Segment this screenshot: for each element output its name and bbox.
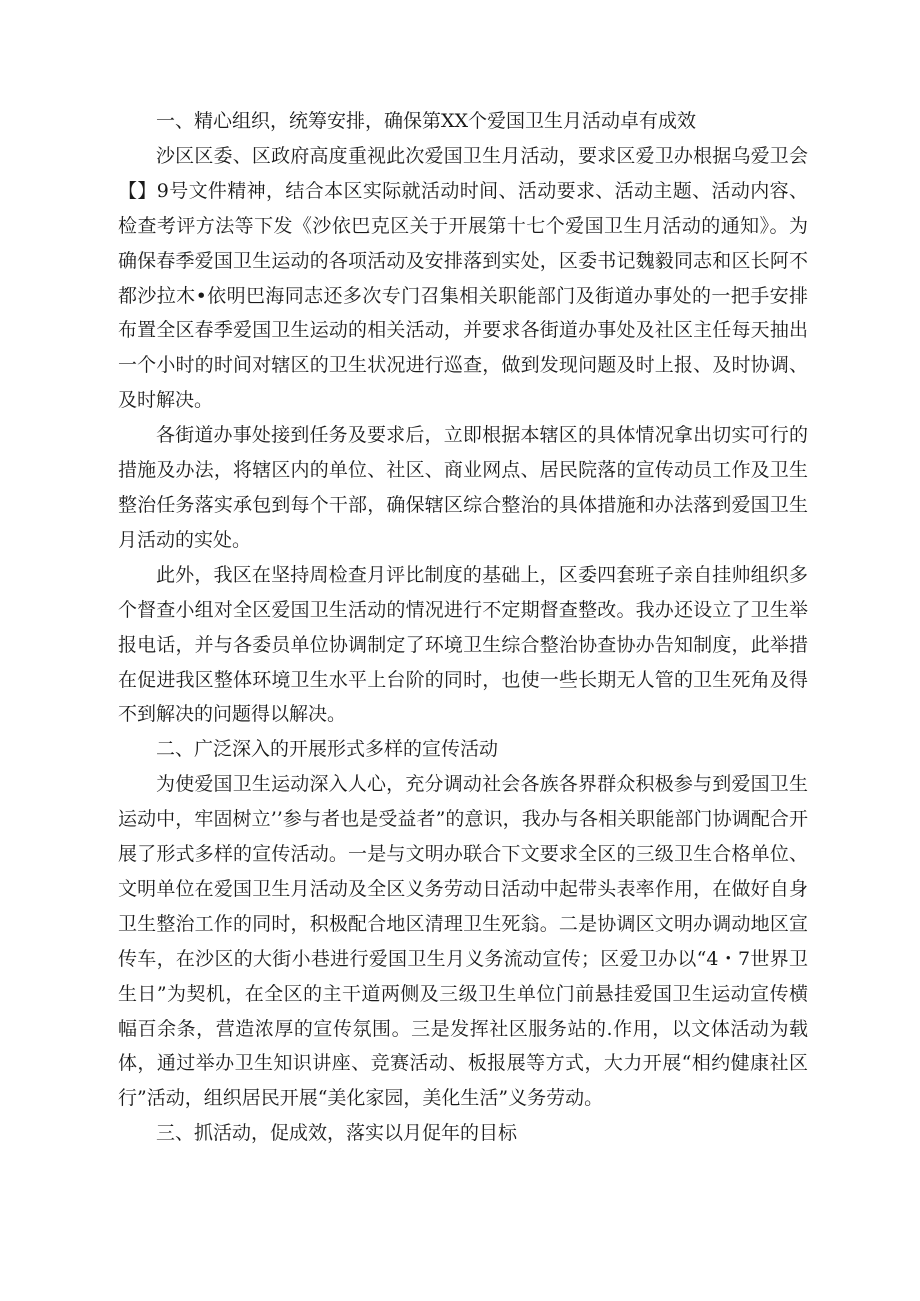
document-body — [118, 104, 808, 1151]
paragraph: 为使爱国卫生运动深入人心，充分调动社会各族各界群众积极参与到爱国卫生运动中，牢固树立’’参与者也是受益者”的意识，我办与各相关职能部门协调配合开展了形式多样的宣传活动。一是与文明办联合下文要求全区的三级卫生合格单位、文明单位在爱国卫生月活动及全区义务劳动日活动中起带头表率作用，在做好自身卫生整治工作的同时，积极配合地区清理卫生死翁。二是协调区文明办调动地区宣传车，在沙区的大街小巷进行爱国卫生月义务流动宣传；区爱卫办以“4・7世界卫生日”为契机，在全区的主干道两侧及三级卫生单位门前悬挂爱国卫生运动宣传横幅百余条，营造浓厚的宣传氛围。三是发挥社区服务站的.作用，以文体活动为载体，通过举办卫生知识讲座、竞赛活动、板报展等方式，大力开展“相约健康社区行”活动，组织居民开展“美化家园，美化生活”义务劳动。 — [118, 773, 808, 1110]
section-heading-1: 一、精心组织，统筹安排，确保第XX个爱国卫生月活动卓有成效 — [156, 110, 697, 132]
section-heading-3: 三、抓活动，促成效，落实以月促年的目标 — [156, 1122, 518, 1145]
section-heading-2: 二、广泛深入的开展形式多样的宣传活动 — [156, 738, 499, 761]
paragraph: 此外，我区在坚持周检查月评比制度的基础上，区委四套班子亲自挂帅组织多个督查小组对全区爱国卫生活动的情况进行不定期督查整改。我办还设立了卫生举报电话，并与各委员单位协调制定了环境卫生综合整治协查协办告知制度，此举措在促进我区整体环境卫生水平上台阶的同时，也使一些长期无人管的卫生死角及得不到解决的问题得以解决。 — [118, 563, 808, 726]
paragraph: 各街道办事处接到任务及要求后，立即根据本辖区的具体情况拿出切实可行的措施及办法，将辖区内的单位、社区、商业网点、居民院落的宣传动员工作及卫生整治任务落实承包到每个干部，确保辖区综合整治的具体措施和办法落到爱国卫生月活动的实处。 — [118, 424, 808, 551]
paragraph: 沙区区委、区政府高度重视此次爱国卫生月活动，要求区爱卫办根据乌爱卫会【】9号文件精神，结合本区实际就活动时间、活动要求、活动主题、活动内容、检查考评方法等下发《沙依巴克区关于开展第十七个爱国卫生月活动的通知》。为确保春季爱国卫生运动的各项活动及安排落到实处，区委书记魏毅同志和区长阿不都沙拉木•依明巴海同志还多次专门召集相关职能部门及街道办事处的一把手安排布置全区春季爱国卫生运动的相关活动，并要求各街道办事处及社区主任每天抽出一个小时的时间对辖区的卫生状况进行巡查，做到发现问题及时上报、及时协调、及时解决。 — [118, 144, 808, 412]
